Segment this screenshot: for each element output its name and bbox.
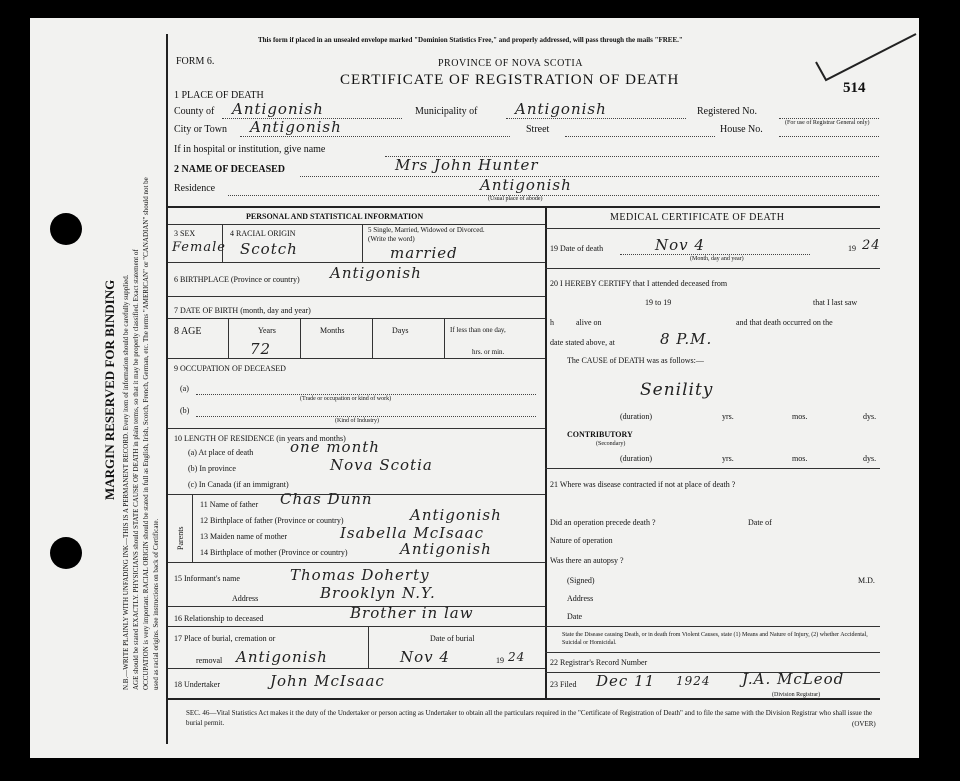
duration-label-1: (duration) [620,412,652,421]
municipality-label: Municipality of [415,106,478,117]
birthplace-value: Antigonish [330,264,422,282]
informant-address-label: Address [232,594,259,603]
relationship-label: 16 Relationship to deceased [174,614,264,623]
margin-line-3: OCCUPATION is very important. RACIAL ORIGIN should be stated in full as English, Irish, Scotch, French, German, etc. The terms "AMERICAN" or "CANADIAN" should not be [142,177,150,690]
registrar-record-label: 22 Registrar's Record Number [550,658,648,667]
date-burial-year-prefix: 19 [496,656,504,665]
date-burial-year: 24 [508,650,526,664]
city-label: City or Town [174,124,228,135]
registered-no-label: Registered No. [697,106,757,117]
age-years-value: 72 [250,340,272,358]
burial-label: 17 Place of burial, cremation or [174,634,276,643]
sec46-note: SEC. 46—Vital Statistics Act makes it the duty of the Undertaker or person acting as Undertaker to obtain all the particulars required in the "Certificate of Registration of Death" and to file the same with the Division Registrar who shall issue the burial permit. [186,709,873,727]
occupation-a-label: (a) [180,384,189,393]
hospital-label: If in hospital or institution, give name [174,144,326,155]
racial-origin-value: Scotch [240,240,298,258]
cause-label: The CAUSE of DEATH was as follows:— [567,356,704,365]
filed-label: 23 Filed [550,680,577,689]
duration-label-2: (duration) [620,454,652,463]
residence-length-label: 10 LENGTH OF RESIDENCE (in years and months) [174,434,346,443]
date-death-hint: (Month, day and year) [690,256,744,262]
filed-date-value: Dec 11 [596,672,656,690]
registrar-use-note: (For use of Registrar General only) [785,120,870,126]
certificate-title: CERTIFICATE OF REGISTRATION OF DEATH [340,72,680,88]
yrs-label-2: yrs. [722,454,734,463]
informant-value: Thomas Doherty [290,566,430,584]
mos-label-2: mos. [792,454,808,463]
cause-value: Senility [640,380,714,400]
relationship-value: Brother in law [350,604,474,622]
removal-label: removal [196,656,223,665]
dob-label: 7 DATE OF BIRTH (month, day and year) [174,306,311,315]
personal-info-header: PERSONAL AND STATISTICAL INFORMATION [246,212,424,221]
mother-birthplace-value: Antigonish [400,540,492,558]
margin-line-1: N.B.—WRITE PLAINLY WITH UNFADING INK—THIS IS A PERMANENT RECORD. Every item of information should be carefully supplied. [122,274,130,690]
binding-hole-bottom [50,537,82,569]
form-number: FORM 6. [176,56,215,67]
residence-label: Residence [174,183,216,194]
certify-years: 19 to 19 [645,298,672,307]
usual-place-note: (Usual place of abode) [488,196,543,202]
signed-label: (Signed) [567,576,595,585]
mos-label-1: mos. [792,412,808,421]
filed-year-value: 1924 [676,674,711,688]
house-no-label: House No. [720,124,763,135]
date-of-label: Date of [748,518,772,527]
top-notice: This form if placed in an unsealed envelope marked "Dominion Statistics Free," and properly addressed, will pass through the mails "FREE." [258,36,683,44]
less-day-label: If less than one day, [450,326,506,334]
margin-rule [166,34,168,744]
check-mark-icon [812,28,922,88]
contributory-label: CONTRIBUTORY [567,430,633,439]
date-stated-label: date stated above, at [550,338,615,347]
mother-birthplace-label: 14 Birthplace of mother (Province or country) [200,548,348,557]
in-canada-label: (c) In Canada (if an immigrant) [188,480,289,489]
over-label: (OVER) [852,720,876,728]
municipality-value: Antigonish [515,100,607,118]
date-burial-value: Nov 4 [400,648,450,666]
province-heading: PROVINCE OF NOVA SCOTIA [438,58,583,69]
occupation-a-hint: (Trade or occupation or kind of work) [300,396,392,402]
time-of-death-value: 8 P.M. [660,330,713,348]
margin-line-2: AGE should be stated EXACTLY. PHYSICIANS should STATE CAUSE OF DEATH in plain terms, so that it may be properly classified. Exact statement of [132,249,140,690]
h-label: h [550,318,554,327]
city-value: Antigonish [250,118,342,136]
date-death-label: 19 Date of death [550,244,604,253]
residence-value: Antigonish [480,176,572,194]
operation-label: Did an operation precede death ? [550,518,656,527]
burial-place-value: Antigonish [236,648,328,666]
occupation-b-hint: (Kind of Industry) [335,418,379,424]
certificate-paper [30,18,919,758]
death-year-value: 24 [862,238,881,253]
medical-date-label: Date [567,612,583,621]
alive-on-label: alive on [576,318,602,327]
autopsy-label: Was there an autopsy ? [550,556,624,565]
age-months-label: Months [320,326,345,335]
margin-binding-label: MARGIN RESERVED FOR BINDING [102,279,117,500]
mother-value: Isabella McIsaac [340,524,485,542]
binding-hole-top [50,213,82,245]
date-death-value: Nov 4 [655,236,705,254]
state-note: State the Disease causing Death, or in death from Violent Causes, state (1) Means and Nature of Injury, (2) whether Accidental, Suicidal or Homicidal. [562,632,868,646]
father-label: 11 Name of father [200,500,259,509]
birthplace-label: 6 BIRTHPLACE (Province or country) [174,275,300,284]
nature-operation-label: Nature of operation [550,536,613,545]
at-place-value: one month [290,438,380,456]
father-value: Chas Dunn [280,490,373,508]
undertaker-label: 18 Undertaker [174,680,220,689]
mother-label: 13 Maiden name of mother [200,532,288,541]
md-label: M.D. [858,576,875,585]
sex-label: 3 SEX [174,229,196,238]
name-of-deceased-label: 2 NAME OF DECEASED [174,164,286,175]
informant-label: 15 Informant's name [174,574,240,583]
father-birthplace-label: 12 Birthplace of father (Province or country) [200,516,344,525]
death-year-prefix: 19 [848,244,856,253]
last-saw-label: that I last saw [813,298,858,307]
informant-address-value: Brooklyn N.Y. [320,584,436,602]
occupation-label: 9 OCCUPATION OF DECEASED [174,364,286,373]
in-province-value: Nova Scotia [330,456,433,474]
marital-value: married [390,244,458,262]
occupation-b-label: (b) [180,406,190,415]
at-place-label: (a) At place of death [188,448,254,457]
margin-line-4: used as racial origins. See instructions on back of Certificate. [152,518,160,690]
in-province-label: (b) In province [188,464,236,473]
medical-header: MEDICAL CERTIFICATE OF DEATH [610,212,785,223]
q21-label: 21 Where was disease contracted if not at place of death ? [550,480,736,489]
secondary-note: (Secondary) [596,441,626,447]
certify-label: 20 I HEREBY CERTIFY that I attended deceased from [550,279,728,288]
marital-label: 5 Single, Married, Widowed or Divorced. (Write the word) [368,226,485,243]
medical-address-label: Address [567,594,594,603]
date-burial-label: Date of burial [430,634,475,643]
yrs-label-1: yrs. [722,412,734,421]
death-occurred-label: and that death occurred on the [736,318,833,327]
place-of-death-label: 1 PLACE OF DEATH [174,90,264,101]
sex-value: Female [172,240,226,255]
dys-label-1: dys. [863,412,877,421]
age-years-label: Years [258,326,276,335]
street-label: Street [526,124,550,135]
name-of-deceased-value: Mrs John Hunter [395,156,539,174]
county-label: County of [174,106,215,117]
father-birthplace-value: Antigonish [410,506,502,524]
county-value: Antigonish [232,100,324,118]
parents-label: Parents [176,526,185,550]
racial-origin-label: 4 RACIAL ORIGIN [230,229,296,238]
undertaker-value: John McIsaac [270,672,385,690]
certificate-number: 514 [843,80,866,96]
division-registrar-note: (Division Registrar) [772,692,821,698]
age-label: 8 AGE [174,326,202,337]
registrar-signature: J.A. McLeod [742,670,845,688]
age-days-label: Days [392,326,409,335]
dys-label-2: dys. [863,454,877,463]
hrs-min-label: hrs. or min. [472,348,505,356]
